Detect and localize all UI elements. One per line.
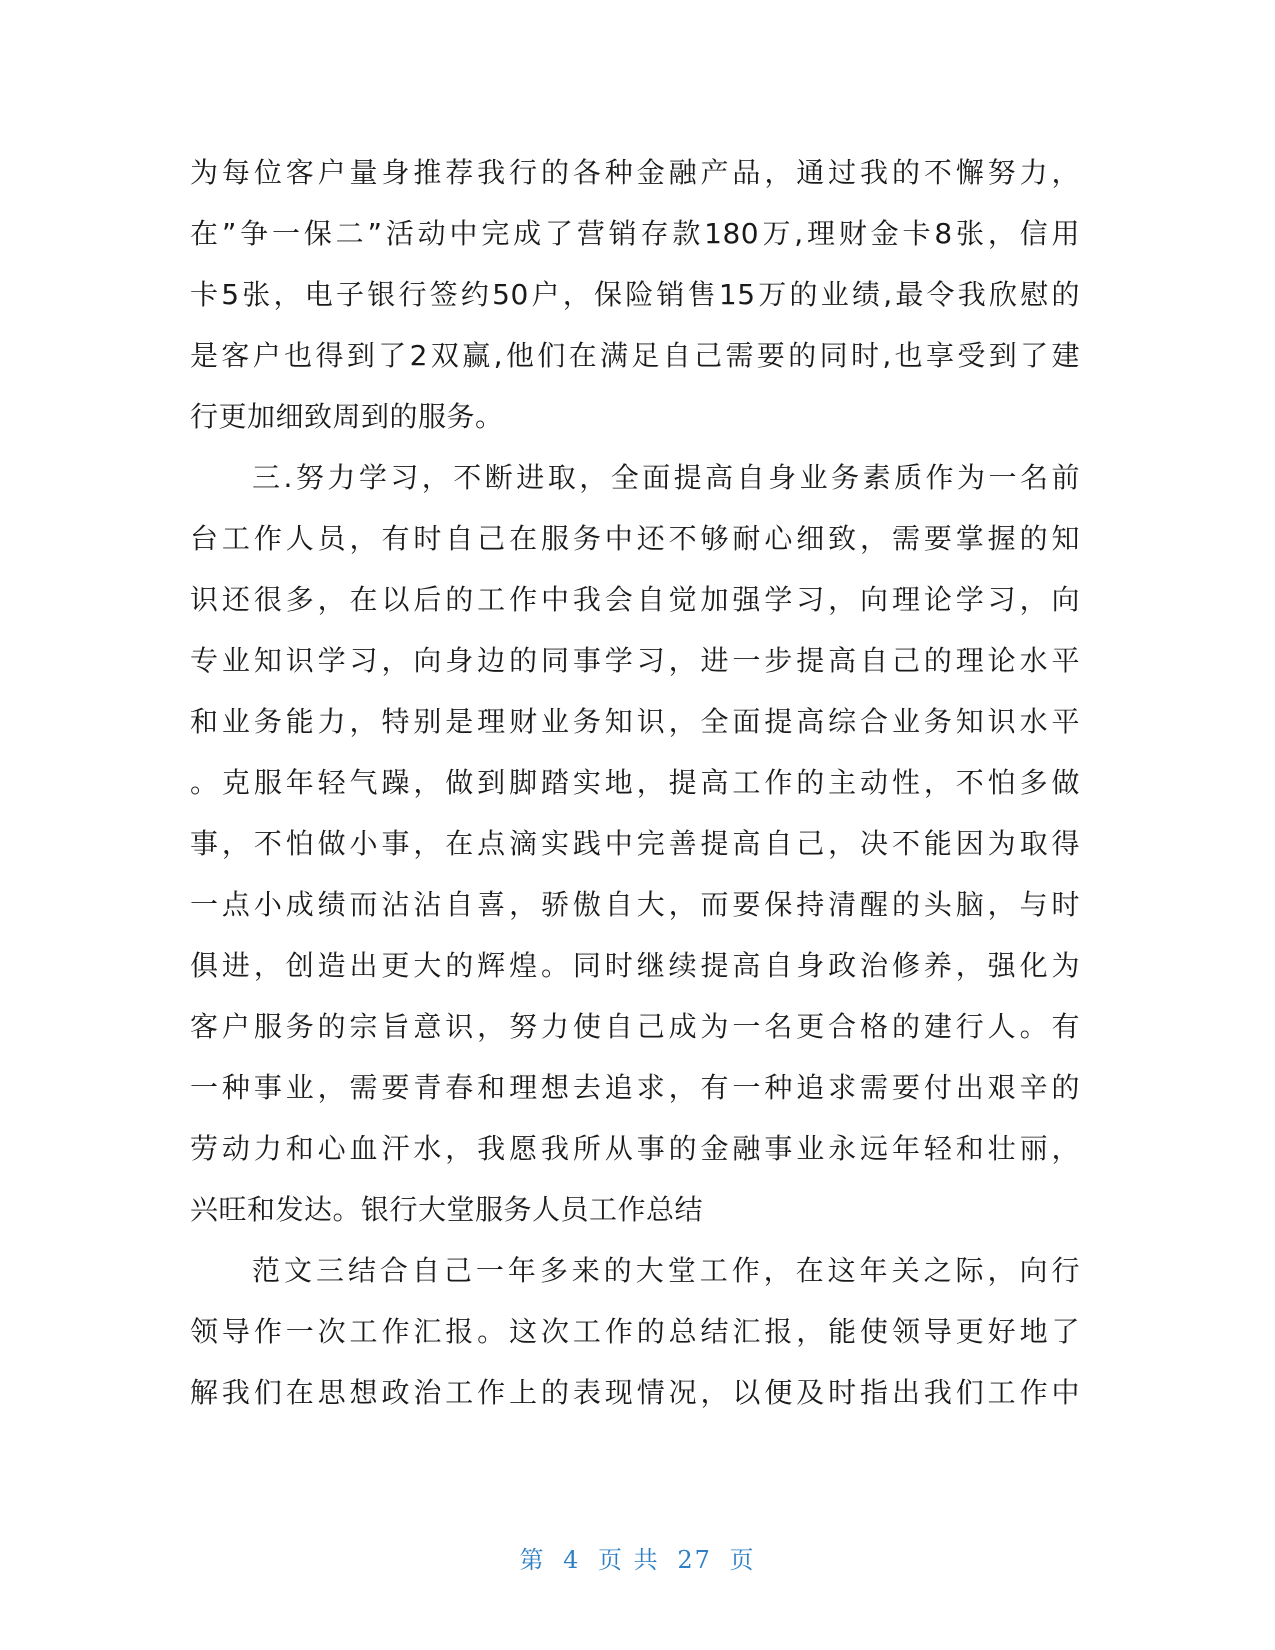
text-line: 台工作人员，有时自己在服务中还不够耐心细致，需要掌握的知 (190, 522, 1080, 555)
text-line: 为每位客户量身推荐我行的各种金融产品，通过我的不懈努力， (190, 156, 1080, 189)
footer-suffix: 页 (729, 1546, 756, 1574)
text-line: 在”争一保二”活动中完成了营销存款180万,理财金卡8张，信用 (190, 217, 1080, 250)
text-line: 兴旺和发达。银行大堂服务人员工作总结 (190, 1193, 704, 1226)
text-line: 。克服年轻气躁，做到脚踏实地，提高工作的主动性，不怕多做 (190, 766, 1080, 799)
footer-mid: 页 共 (598, 1546, 660, 1574)
text-line: 客户服务的宗旨意识，努力使自己成为一名更合格的建行人。有 (190, 1010, 1080, 1043)
text-line: 劳动力和心血汗水，我愿我所从事的金融事业永远年轻和壮丽， (190, 1132, 1080, 1165)
text-line: 范文三结合自己一年多来的大堂工作，在这年关之际，向行 (252, 1254, 1080, 1287)
text-line: 三.努力学习，不断进取，全面提高自身业务素质作为一名前 (252, 461, 1080, 494)
footer-prefix: 第 (519, 1546, 546, 1574)
body-text (190, 142, 1080, 1423)
text-line: 解我们在思想政治工作上的表现情况，以便及时指出我们工作中 (190, 1376, 1080, 1409)
text-line: 行更加细致周到的服务。 (190, 400, 504, 433)
total-page-count: 27 (677, 1546, 712, 1574)
text-line: 一点小成绩而沾沾自喜，骄傲自大，而要保持清醒的头脑，与时 (190, 888, 1080, 921)
text-line: 一种事业，需要青春和理想去追求，有一种追求需要付出艰辛的 (190, 1071, 1080, 1104)
text-line: 识还很多，在以后的工作中我会自觉加强学习，向理论学习，向 (190, 583, 1080, 616)
text-line: 是客户也得到了2双赢,他们在满足自己需要的同时,也享受到了建 (190, 339, 1080, 372)
text-line: 俱进，创造出更大的辉煌。同时继续提高自身政治修养，强化为 (190, 949, 1080, 982)
text-line: 领导作一次工作汇报。这次工作的总结汇报，能使领导更好地了 (190, 1315, 1080, 1348)
text-line: 卡5张，电子银行签约50户，保险销售15万的业绩,最令我欣慰的 (190, 278, 1080, 311)
page-footer (0, 1540, 1275, 1575)
text-line: 专业知识学习，向身边的同事学习，进一步提高自己的理论水平 (190, 644, 1080, 677)
current-page-number: 4 (563, 1546, 581, 1574)
text-line: 和业务能力，特别是理财业务知识，全面提高综合业务知识水平 (190, 705, 1080, 738)
text-line: 事，不怕做小事，在点滴实践中完善提高自己，决不能因为取得 (190, 827, 1080, 860)
